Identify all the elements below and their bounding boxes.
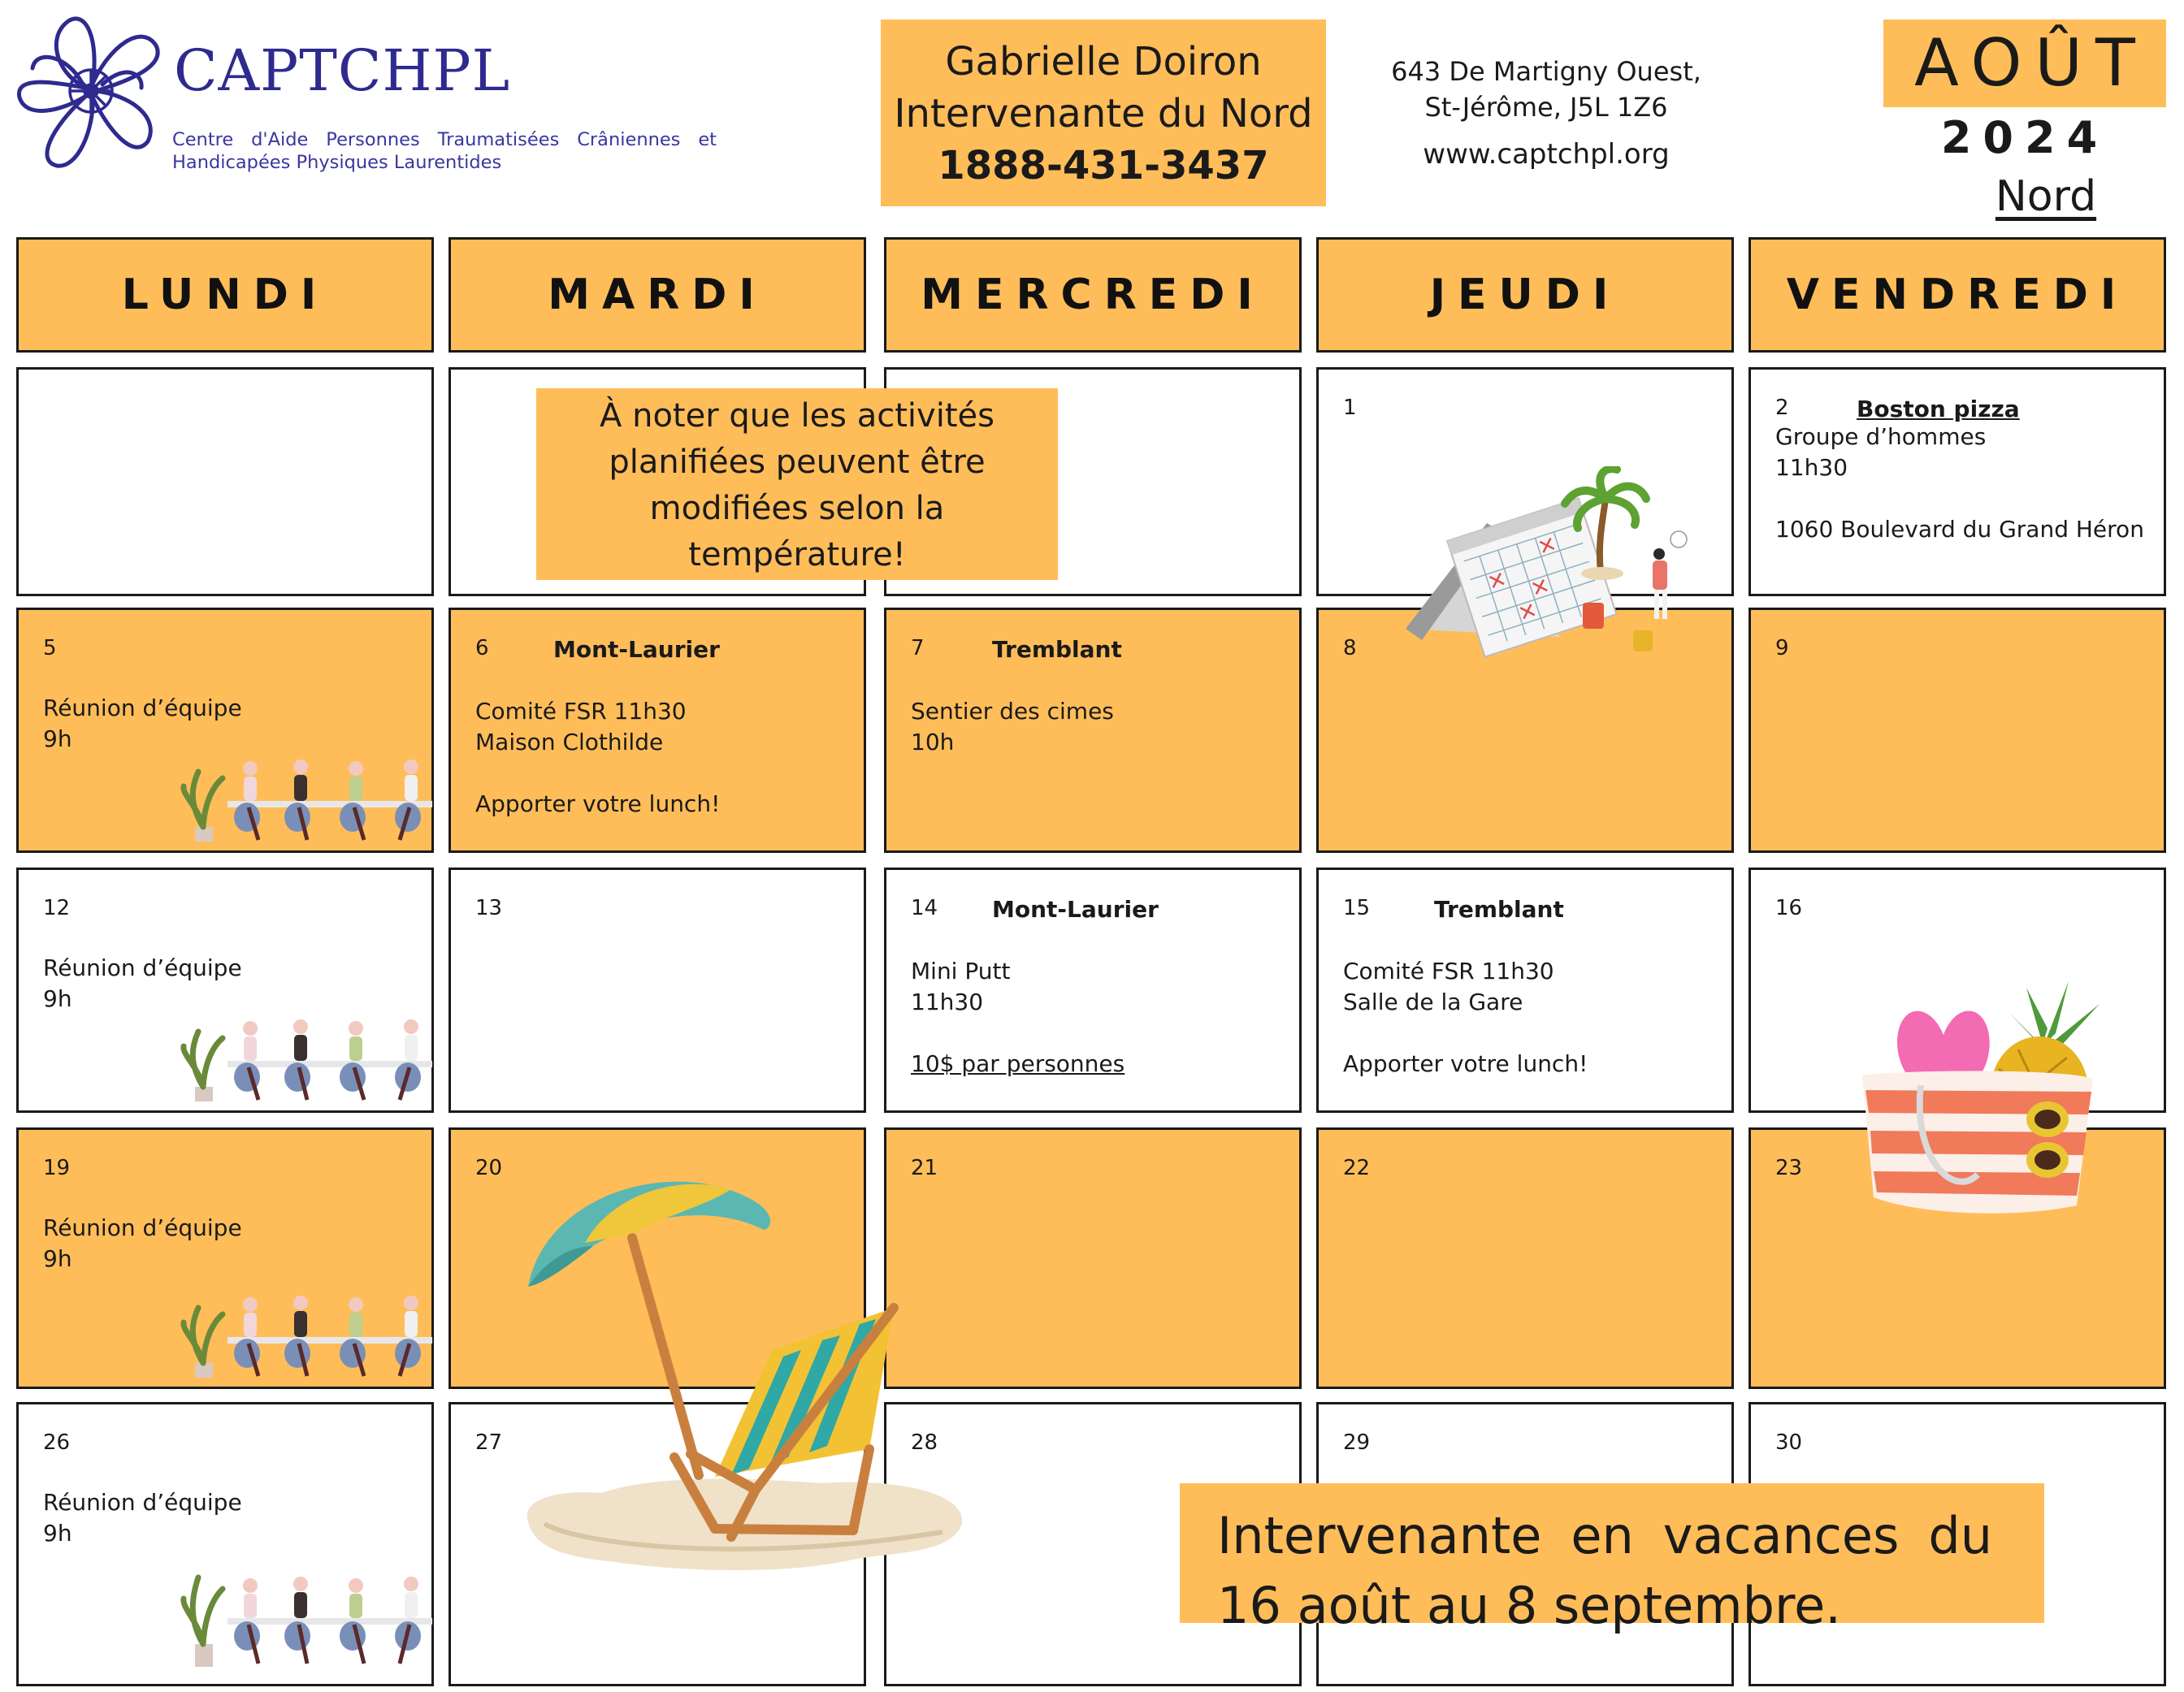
event-line: 9h: [43, 1245, 72, 1272]
day-number: 6: [475, 636, 489, 660]
event-line: 9h: [43, 985, 72, 1012]
day-number: 20: [475, 1156, 503, 1180]
logo-description: Centre d'Aide Personnes Traumatisées Crâniennes et Handicapées Physiques Laurentides: [172, 129, 717, 173]
event-details: [911, 956, 1124, 1080]
day-number: 2: [1775, 396, 1789, 420]
event-details: [43, 1213, 242, 1274]
calendar-cell-9: [1748, 608, 2166, 853]
calendar-vacation-illustration: [1398, 466, 1698, 669]
event-details: [1343, 956, 1588, 1080]
event-line: Réunion d’équipe: [43, 1214, 242, 1241]
event-line: Réunion d’équipe: [43, 1489, 242, 1516]
event-details: [911, 696, 1114, 758]
region-title: Nord: [1995, 172, 2097, 221]
calendar-cell-empty: [16, 367, 434, 596]
calendar-cell-14: [884, 868, 1302, 1113]
day-number: 8: [1343, 636, 1357, 660]
event-details: [475, 696, 720, 820]
logo-flower-icon: [11, 6, 166, 179]
day-number: 1: [1343, 396, 1357, 420]
weather-notice: À noter que les activités planifiées peuvent être modifiées selon la température!: [536, 388, 1058, 580]
day-header-lundi: LUNDI: [16, 237, 434, 353]
event-title: Mont-Laurier: [553, 636, 720, 663]
day-number: 23: [1775, 1156, 1803, 1180]
day-number: 26: [43, 1430, 71, 1455]
address: [1349, 54, 1744, 125]
contact-box: [881, 19, 1326, 206]
day-header-jeudi: JEUDI: [1316, 237, 1734, 353]
contact-name: Gabrielle Doiron: [945, 39, 1262, 84]
website-link[interactable]: www.captchpl.org: [1423, 138, 1670, 171]
day-header-vendredi: VENDREDI: [1748, 237, 2166, 353]
event-title: Mont-Laurier: [992, 896, 1159, 923]
team-meeting-illustration: [180, 1548, 432, 1670]
day-number: 7: [911, 636, 925, 660]
day-number: 19: [43, 1156, 71, 1180]
day-number: 29: [1343, 1430, 1371, 1455]
vacation-notice: Intervenante en vacances du 16 août au 8 septembre.: [1180, 1483, 2044, 1623]
day-number: 5: [43, 636, 57, 660]
address-line-1: 643 De Martigny Ouest,: [1391, 56, 1701, 87]
event-title: Tremblant: [1434, 896, 1564, 923]
calendar-cell-22: [1316, 1127, 1734, 1389]
calendar-cell-6: [448, 608, 866, 853]
event-line: 9h: [43, 725, 72, 752]
calendar-cell-7: [884, 608, 1302, 853]
day-number: 13: [475, 896, 503, 920]
day-number: 16: [1775, 896, 1803, 920]
day-number: 14: [911, 896, 938, 920]
event-line: Réunion d’équipe: [43, 954, 242, 981]
beach-bag-illustration: [1856, 971, 2132, 1240]
beach-umbrella-chair-illustration: [512, 1165, 975, 1579]
event-line: Apporter votre lunch!: [475, 790, 721, 817]
month-title: AOÛT: [1883, 19, 2166, 107]
year-title: 2024: [1940, 112, 2109, 163]
day-number: 21: [911, 1156, 938, 1180]
event-title: Boston pizza: [1857, 396, 2020, 422]
event-line: 9h: [43, 1520, 72, 1547]
day-number: 15: [1343, 896, 1371, 920]
day-header-mercredi: MERCREDI: [884, 237, 1302, 353]
contact-role: Intervenante du Nord: [894, 91, 1313, 136]
day-header-mardi: MARDI: [448, 237, 866, 353]
team-meeting-illustration: [180, 1274, 432, 1381]
address-line-2: St-Jérôme, J5L 1Z6: [1424, 92, 1668, 123]
event-line: Salle de la Gare: [1343, 989, 1523, 1015]
event-line: Maison Clothilde: [475, 729, 664, 755]
event-line: Réunion d’équipe: [43, 695, 242, 721]
event-line: 11h30: [1775, 454, 1848, 481]
event-line: Apporter votre lunch!: [1343, 1050, 1588, 1077]
day-number: 22: [1343, 1156, 1371, 1180]
calendar-cell-15: [1316, 868, 1734, 1113]
event-line: Comité FSR 11h30: [1343, 958, 1554, 984]
event-line: Sentier des cimes: [911, 698, 1114, 725]
event-title: Tremblant: [992, 636, 1122, 663]
team-meeting-illustration: [180, 738, 432, 845]
team-meeting-illustration: [180, 997, 432, 1105]
day-number: 9: [1775, 636, 1789, 660]
event-details: [1775, 422, 2144, 545]
event-line: 11h30: [911, 989, 984, 1015]
event-line: 10h: [911, 729, 955, 755]
event-line: Mini Putt: [911, 958, 1011, 984]
calendar-cell-2: [1748, 367, 2166, 596]
contact-phone: 1888-431-3437: [938, 143, 1269, 188]
event-line-price: 10$ par personnes: [911, 1050, 1125, 1077]
day-number: 30: [1775, 1430, 1803, 1455]
event-line: Groupe d’hommes: [1775, 423, 1987, 450]
logo-name: CAPTCHPL: [174, 37, 511, 104]
day-number: 28: [911, 1430, 938, 1455]
calendar-cell-13: [448, 868, 866, 1113]
event-details: [43, 1487, 242, 1549]
event-line: 1060 Boulevard du Grand Héron: [1775, 516, 2144, 543]
event-line: Comité FSR 11h30: [475, 698, 687, 725]
day-number: 27: [475, 1430, 503, 1455]
day-number: 12: [43, 896, 71, 920]
